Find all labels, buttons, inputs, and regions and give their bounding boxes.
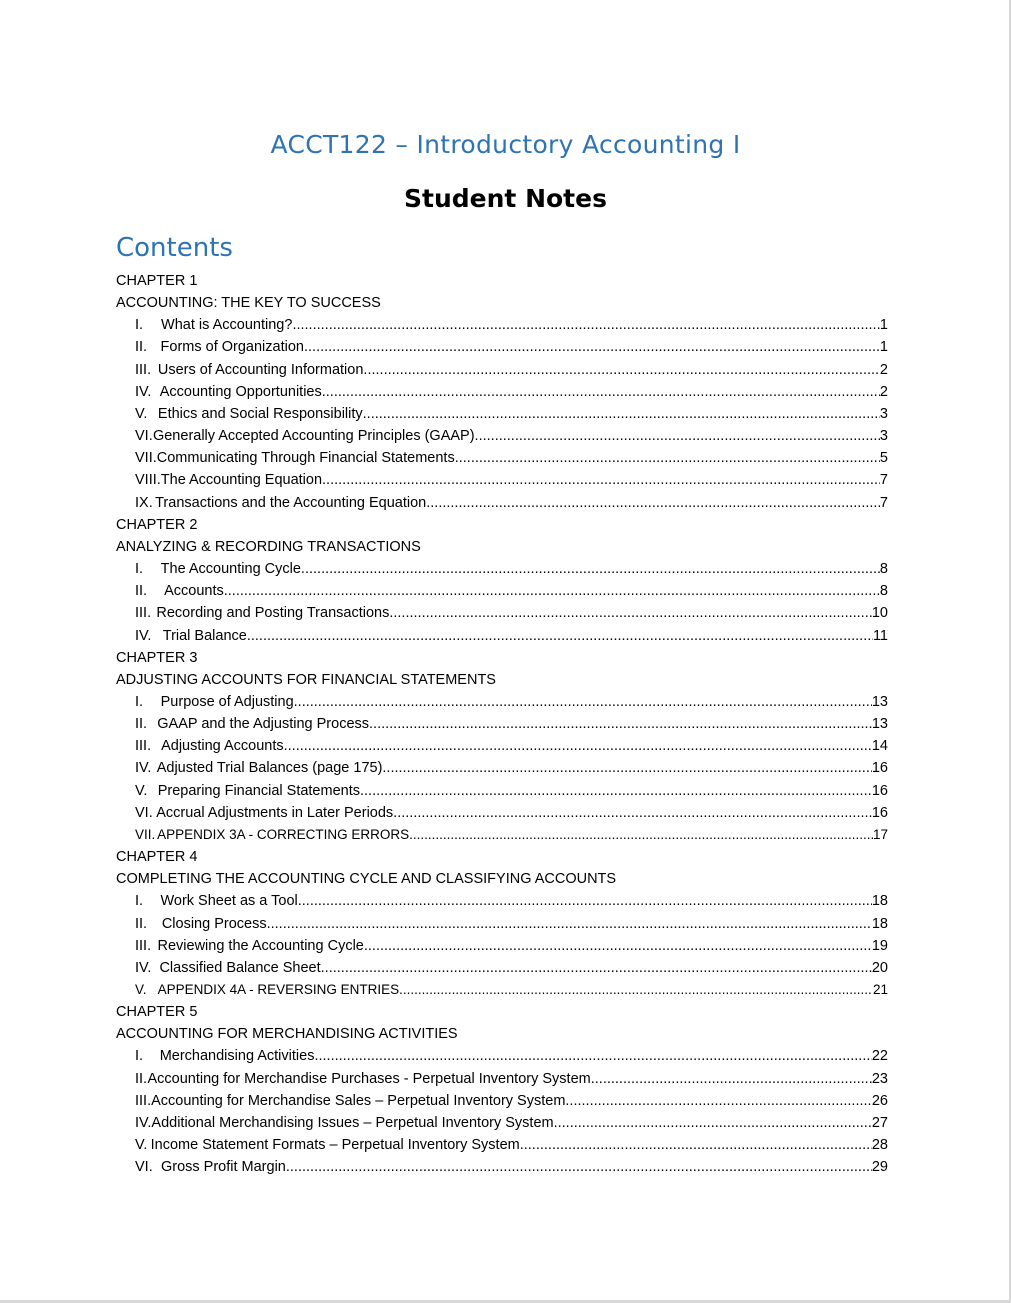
toc-dot-leader — [409, 824, 873, 846]
toc-entry-page: 16 — [871, 760, 888, 777]
toc-entry-page: 26 — [871, 1092, 888, 1109]
toc-dot-leader — [304, 336, 880, 358]
toc-entry-page: 3 — [879, 405, 888, 422]
chapter-title: COMPLETING THE ACCOUNTING CYCLE AND CLASSIFYING ACCOUNTS — [116, 871, 617, 888]
toc-entry[interactable] — [116, 824, 888, 846]
toc-entry-page: 18 — [871, 915, 888, 932]
toc-entry-number: III. — [135, 361, 152, 378]
toc-entry-number: IV. — [135, 760, 152, 777]
toc-entry[interactable] — [116, 403, 888, 425]
toc-entry-title: The Accounting Cycle — [160, 561, 301, 578]
toc-entry[interactable] — [116, 935, 888, 957]
toc-entry-page: 23 — [871, 1070, 888, 1087]
toc-dot-leader — [389, 602, 872, 624]
toc-entry-number: III. — [135, 605, 152, 622]
toc-entry-title: Transactions and the Accounting Equation — [155, 494, 427, 511]
toc-entry-number: IV. — [135, 1114, 152, 1131]
toc-entry-title: Merchandising Activities — [159, 1048, 315, 1065]
toc-entry[interactable] — [116, 1090, 888, 1112]
toc-entry[interactable] — [116, 447, 888, 469]
toc-entry[interactable] — [116, 913, 888, 935]
toc-entry-page: 8 — [879, 583, 888, 600]
toc-dot-leader — [475, 425, 880, 447]
toc-entry-page: 3 — [879, 428, 888, 445]
toc-entry[interactable] — [116, 691, 888, 713]
toc-entry-number: V. — [135, 982, 147, 997]
toc-entry[interactable] — [116, 957, 888, 979]
toc-entry-page: 16 — [871, 804, 888, 821]
toc-entry-number: V. — [135, 405, 148, 422]
toc-dot-leader — [298, 890, 872, 912]
toc-entry-number: I. — [135, 693, 144, 710]
toc-entry-page: 13 — [871, 716, 888, 733]
toc-entry-page: 10 — [871, 605, 888, 622]
chapter-title: ADJUSTING ACCOUNTS FOR FINANCIAL STATEMENTS — [116, 671, 496, 688]
toc-entry-page: 5 — [879, 450, 888, 467]
toc-entry-title: Classified Balance Sheet — [159, 959, 321, 976]
toc-entry[interactable] — [116, 735, 888, 757]
toc-dot-leader — [301, 558, 880, 580]
toc-entry-number: IV. — [135, 383, 152, 400]
toc-entry[interactable] — [116, 359, 888, 381]
toc-entry-title: APPENDIX 4A - REVERSING ENTRIES — [157, 982, 400, 997]
toc-entry-page: 16 — [871, 782, 888, 799]
toc-entry-number: II. — [135, 915, 148, 932]
toc-entry-title: Adjusted Trial Balances (page 175) — [156, 760, 383, 777]
toc-entry[interactable] — [116, 469, 888, 491]
toc-dot-leader — [286, 1156, 872, 1178]
toc-entry-title: Recording and Posting Transactions — [156, 605, 390, 622]
toc-entry[interactable] — [116, 1156, 888, 1178]
toc-entry[interactable] — [116, 780, 888, 802]
toc-entry[interactable] — [116, 1112, 888, 1134]
toc-entry[interactable] — [116, 802, 888, 824]
table-of-contents — [116, 270, 888, 1178]
toc-dot-leader — [393, 802, 872, 824]
toc-dot-leader — [363, 359, 880, 381]
toc-dot-leader — [360, 780, 872, 802]
toc-entry-number: IV. — [135, 959, 152, 976]
toc-entry-page: 8 — [879, 561, 888, 578]
toc-entry-title: Additional Merchandising Issues – Perpetual Inventory System — [151, 1114, 554, 1131]
toc-entry[interactable] — [116, 1045, 888, 1067]
toc-dot-leader — [294, 691, 872, 713]
toc-entry-page: 20 — [871, 959, 888, 976]
toc-entry-number: II. — [135, 339, 148, 356]
toc-dot-leader — [267, 913, 872, 935]
toc-entry-page: 7 — [879, 472, 888, 489]
chapter-number: CHAPTER 1 — [116, 273, 198, 289]
toc-dot-leader — [554, 1112, 872, 1134]
toc-entry-title: Forms of Organization — [160, 339, 304, 356]
toc-entry-title: Generally Accepted Accounting Principles (GAAP) — [152, 428, 475, 445]
toc-dot-leader — [292, 314, 879, 336]
toc-dot-leader — [363, 403, 880, 425]
toc-dot-leader — [364, 935, 872, 957]
toc-entry-title: Work Sheet as a Tool — [160, 893, 298, 910]
toc-entry[interactable] — [116, 602, 888, 624]
toc-dot-leader — [426, 492, 880, 514]
toc-entry-page: 2 — [879, 383, 888, 400]
toc-entry-number: V. — [135, 782, 148, 799]
toc-entry[interactable] — [116, 425, 888, 447]
toc-entry-title: Accounting for Merchandise Sales – Perpetual Inventory System — [151, 1092, 566, 1109]
toc-entry[interactable] — [116, 625, 888, 647]
toc-entry[interactable] — [116, 757, 888, 779]
document-subtitle: Student Notes — [404, 184, 607, 213]
toc-entry-title: Reviewing the Accounting Cycle — [157, 937, 364, 954]
toc-entry-page: 28 — [871, 1137, 888, 1154]
toc-entry-number: II. — [135, 583, 148, 600]
toc-entry-title: Closing Process — [161, 915, 267, 932]
toc-dot-leader — [455, 447, 880, 469]
toc-entry[interactable] — [116, 1134, 888, 1156]
toc-entry-title: APPENDIX 3A - CORRECTING ERRORS — [157, 826, 410, 842]
toc-entry-title: Purpose of Adjusting — [160, 693, 294, 710]
toc-entry[interactable] — [116, 979, 888, 1001]
toc-entry-number: I. — [135, 561, 144, 578]
toc-entry-title: Income Statement Formats – Perpetual Inventory System — [150, 1137, 520, 1154]
contents-heading: Contents — [116, 233, 233, 263]
toc-entry-number: VI. — [135, 428, 153, 445]
chapter-title: ACCOUNTING FOR MERCHANDISING ACTIVITIES — [116, 1026, 458, 1043]
toc-entry-number: II. — [135, 1070, 148, 1087]
toc-entry-number: IV. — [135, 627, 152, 644]
toc-entry-page: 14 — [871, 738, 888, 755]
toc-dot-leader — [369, 713, 872, 735]
toc-entry-title: Preparing Financial Statements — [157, 782, 360, 799]
toc-dot-leader — [224, 580, 880, 602]
toc-dot-leader — [322, 469, 880, 491]
toc-entry-number: VI. — [135, 804, 153, 821]
chapter-number: CHAPTER 3 — [116, 649, 198, 666]
toc-dot-leader — [284, 735, 872, 757]
toc-dot-leader — [322, 381, 880, 403]
toc-entry-number: VII. — [135, 450, 157, 467]
toc-entry-number: III. — [135, 738, 152, 755]
toc-dot-leader — [321, 957, 872, 979]
toc-entry-title: Gross Profit Margin — [160, 1159, 286, 1176]
toc-entry-title: Accounting for Merchandise Purchases - Perpetual Inventory System — [147, 1070, 591, 1087]
toc-entry-number: I. — [135, 893, 144, 910]
toc-entry-title: Communicating Through Financial Statements — [156, 450, 455, 467]
toc-entry-title: GAAP and the Adjusting Process — [157, 716, 370, 733]
toc-entry-number: VIII. — [135, 472, 161, 489]
toc-entry[interactable] — [116, 558, 888, 580]
toc-entry-title: What is Accounting? — [161, 317, 293, 334]
toc-dot-leader — [314, 1045, 871, 1067]
document-title: ACCT122 – Introductory Accounting I — [270, 130, 741, 159]
toc-dot-leader — [247, 625, 873, 647]
toc-entry[interactable] — [116, 492, 888, 514]
toc-entry[interactable] — [116, 713, 888, 735]
toc-dot-leader — [382, 757, 871, 779]
toc-entry-number: I. — [135, 317, 144, 334]
toc-entry-page: 1 — [879, 317, 888, 334]
toc-entry[interactable] — [116, 336, 888, 358]
toc-entry-number: V. — [135, 1137, 148, 1154]
toc-entry-page: 22 — [871, 1048, 888, 1065]
toc-entry[interactable] — [116, 314, 888, 336]
toc-entry-title: Accounts — [164, 583, 224, 600]
toc-entry-page: 11 — [872, 627, 888, 644]
toc-entry-page: 17 — [872, 826, 888, 842]
toc-entry[interactable] — [116, 1068, 888, 1090]
toc-dot-leader — [399, 979, 873, 1001]
chapter-title: ACCOUNTING: THE KEY TO SUCCESS — [116, 295, 381, 312]
toc-entry[interactable] — [116, 381, 888, 403]
toc-entry-page: 2 — [879, 361, 888, 378]
toc-entry-title: Users of Accounting Information — [157, 361, 364, 378]
toc-entry-page: 29 — [871, 1159, 888, 1176]
toc-entry-page: 18 — [871, 893, 888, 910]
toc-dot-leader — [591, 1068, 872, 1090]
toc-entry-page: 27 — [871, 1114, 888, 1131]
toc-entry-page: 19 — [871, 937, 888, 954]
toc-entry-title: Ethics and Social Responsibility — [157, 405, 363, 422]
toc-entry-title: Accrual Adjustments in Later Periods — [156, 804, 394, 821]
toc-entry-page: 1 — [879, 339, 888, 356]
toc-entry-number: I. — [135, 1048, 144, 1065]
toc-entry[interactable] — [116, 890, 888, 912]
toc-entry-number: II. — [135, 716, 148, 733]
toc-dot-leader — [520, 1134, 872, 1156]
toc-entry-title: Trial Balance — [162, 627, 247, 644]
toc-entry-page: 13 — [871, 693, 888, 710]
toc-entry-number: VII. — [135, 826, 156, 842]
toc-entry-number: III. — [135, 1092, 152, 1109]
chapter-number: CHAPTER 2 — [116, 516, 198, 533]
toc-entry-number: VI. — [135, 1159, 153, 1176]
chapter-number: CHAPTER 5 — [116, 1004, 198, 1021]
toc-entry-title: Adjusting Accounts — [161, 738, 284, 755]
toc-entry-title: Accounting Opportunities — [159, 383, 322, 400]
chapter-number: CHAPTER 4 — [116, 849, 198, 866]
toc-entry-number: IX. — [135, 494, 153, 511]
toc-entry-page: 7 — [879, 494, 888, 511]
toc-entry-title: The Accounting Equation — [160, 472, 323, 489]
toc-dot-leader — [565, 1090, 871, 1112]
toc-entry-number: III. — [135, 937, 152, 954]
toc-entry-page: 21 — [872, 982, 888, 997]
chapter-title: ANALYZING & RECORDING TRANSACTIONS — [116, 538, 421, 555]
toc-entry[interactable] — [116, 580, 888, 602]
